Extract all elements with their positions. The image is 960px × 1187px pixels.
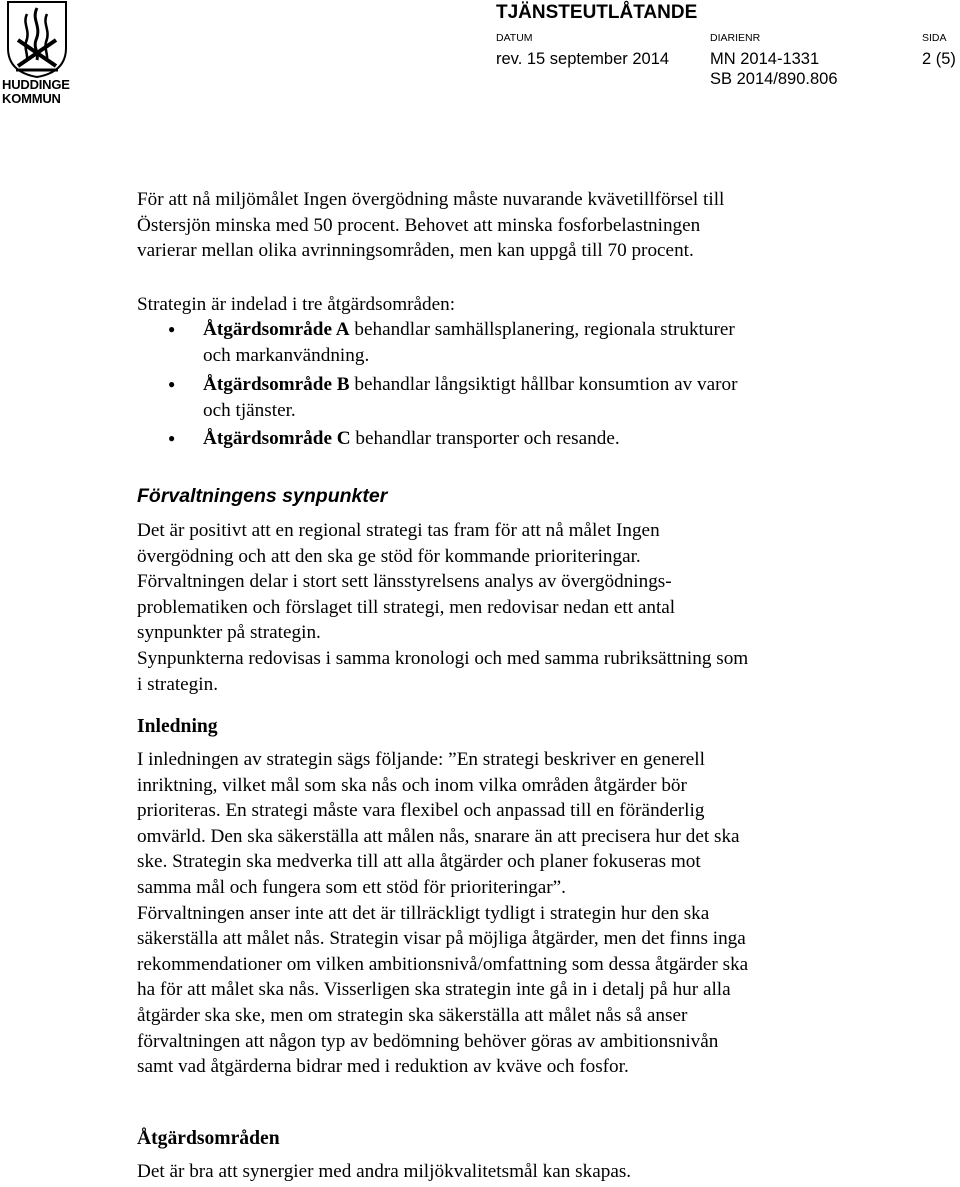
strategy-item-c [203,426,883,452]
introduction-line: ha för att målet ska nås. Visserligen ska strategin inte gå in i detalj på hur alla [137,979,731,1001]
introduction-line: förvaltningen att någon typ av bedömning behöver göras av ambitionsnivån [137,1030,719,1052]
views-line: Förvaltningen delar i stort sett länsstyrelsens analys av övergödnings- [137,571,672,593]
list-item-line: och tjänster. [203,399,296,421]
section-heading-introduction: Inledning [137,716,218,737]
org-name-line2: KOMMUN [2,91,61,106]
list-item-line [203,317,883,343]
bullet-icon: ● [168,431,176,445]
list-item-line [203,426,883,452]
strategy-lead: Strategin är indelad i tre åtgärdsområden: [137,294,456,315]
document-type: TJÄNSTEUTLÅTANDE [496,2,698,23]
section-heading-views: Förvaltningens synpunkter [137,485,388,507]
introduction-line: inriktning, vilket mål som ska nås och inom vilka områden åtgärder bör [137,774,687,796]
area-description: behandlar transporter och resande. [350,428,620,449]
strategy-item-b [203,372,883,423]
date-value: rev. 15 september 2014 [496,50,670,68]
introduction-line: säkerställa att målet nås. Strategin visar på möjliga åtgärder, men det finns inga [137,928,746,950]
introduction-line: åtgärder ska ske, men om strategin ska säkerställa att målet nås så anser [137,1004,688,1026]
introduction-line: I inledningen av strategin sägs följande: ”En strategi beskriver en generell [137,749,705,770]
strategy-item-a [203,317,883,368]
introduction-line: Förvaltningen anser inte att det är tillräckligt tydligt i strategin hur den ska [137,902,710,924]
introduction-line: samt vad åtgärderna bidrar med i reduktion av kväve och fosfor. [137,1056,629,1078]
page-number: 2 (5) [922,50,956,68]
area-name: Åtgärdsområde C [203,428,351,449]
org-name-line1: HUDDINGE [2,77,70,92]
logo-text [2,78,72,106]
introduction-line: ske. Strategin ska medverka till att alla åtgärder och planer fokuseras mot [137,851,701,873]
logo-emblem-icon [6,0,68,78]
views-line: synpunkter på strategin. [137,622,321,644]
list-item-line: och markanvändning. [203,344,370,366]
views-line: övergödning och att den ska ge stöd för kommande prioriteringar. [137,545,641,567]
intro-paragraph [137,187,917,264]
area-name: Åtgärdsområde B [203,374,350,395]
area-name: Åtgärdsområde A [203,319,350,340]
introduction-paragraph [137,747,917,1080]
page-label: SIDA [922,32,947,44]
intro-line: För att nå miljömålet Ingen övergödning måste nuvarande kvävetillförsel till [137,189,725,210]
introduction-line: rekommendationer om vilken ambitionsnivå/omfattning som dessa åtgärder ska [137,953,749,975]
diarienr-label: DIARIENR [710,32,761,44]
date-label: DATUM [496,32,533,44]
diarienr-value-2: SB 2014/890.806 [710,70,838,88]
views-line: i strategin. [137,673,218,695]
areas-paragraph: Det är bra att synergier med andra miljökvalitetsmål kan skapas. [137,1161,632,1182]
diarienr-value-1: MN 2014-1331 [710,50,820,68]
bullet-icon: ● [168,322,176,336]
introduction-line: prioriteras. En strategi måste vara flexibel och anpassad till en föränderlig [137,800,705,822]
bullet-icon: ● [168,377,176,391]
introduction-line: omvärld. Den ska säkerställa att målen nås, snarare än att precisera hur det ska [137,825,740,847]
area-description: behandlar samhällsplanering, regionala strukturer [349,319,735,340]
intro-line: Östersjön minska med 50 procent. Behovet att minska fosforbelastningen [137,214,701,236]
views-line: Det är positivt att en regional strategi tas fram för att nå målet Ingen [137,520,660,541]
intro-line: varierar mellan olika avrinningsområden, men kan uppgå till 70 procent. [137,240,694,262]
area-description: behandlar långsiktigt hållbar konsumtion av varor [349,374,738,395]
views-paragraph [137,518,917,697]
list-item-line [203,372,883,398]
introduction-line: samma mål och fungera som ett stöd för prioriteringar”. [137,876,566,898]
section-heading-areas: Åtgärdsområden [137,1128,280,1149]
views-line: Synpunkterna redovisas i samma kronologi och med samma rubriksättning som [137,647,749,669]
views-line: problematiken och förslaget till strategi, men redovisar nedan ett antal [137,596,676,618]
